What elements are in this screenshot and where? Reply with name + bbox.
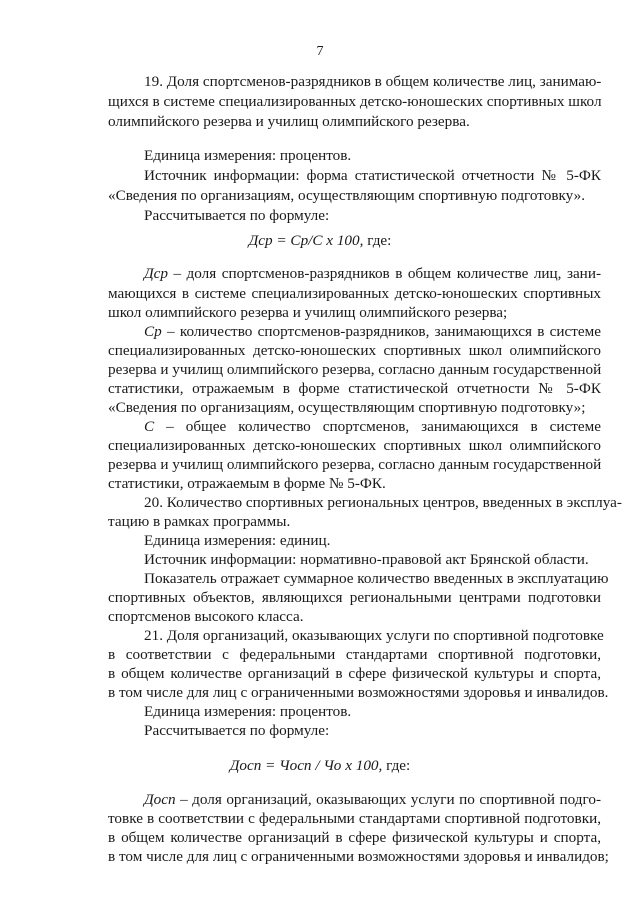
item20-line1: 20. Количество спортивных региональных центров, введенных в эксплуа- — [144, 494, 622, 511]
def-sr-line5: «Сведения по организациям, осуществляющим спортивную подготовку»; — [108, 399, 586, 416]
def-sr-line4: статистики, отражаемым в форме статистической отчетности № 5-ФК — [108, 380, 601, 397]
item21-unit: Единица измерения: процентов. — [144, 703, 352, 720]
def-dosp-text1: – доля организаций, оказывающих услуги по спортивной подго- — [175, 791, 601, 808]
def-c-line2: специализированных детско-юношеских спортивных школ олимпийского — [108, 437, 601, 454]
formula-dosp-where: где: — [382, 757, 411, 774]
item21-line3: в общем количестве организаций в сфере физической культуры и спорта, — [108, 665, 601, 682]
def-sr-line3: резерва и училищ олимпийского резерва, согласно данным государственной — [108, 361, 602, 378]
item19-source-line1: Источник информации: форма статистической отчетности № 5-ФК — [144, 167, 601, 184]
def-dosp-line4: в том числе для лиц с ограниченными возможностями здоровья и инвалидов; — [108, 848, 609, 865]
formula-dsr-expression: Дср = Ср/С х 100, — [248, 232, 364, 249]
item21-line2: в соответствии с федеральными стандартами спортивной подготовки, — [108, 646, 601, 663]
item20-line2: тацию в рамках программы. — [108, 513, 291, 530]
page-number: 7 — [316, 44, 324, 59]
formula-dsr-where: где: — [363, 232, 392, 249]
def-dsr-text1: – доля спортсменов-разрядников в общем количестве лиц, зани- — [168, 265, 601, 282]
def-dsr-line2: мающихся в системе специализированных детско-юношеских спортивных — [108, 285, 601, 302]
def-dsr-line1 — [144, 264, 601, 283]
item21-line4: в том числе для лиц с ограниченными возможностями здоровья и инвалидов. — [108, 684, 609, 701]
formula-dosp-expression: Досп = Чосп / Чо х 100, — [229, 757, 383, 774]
def-dosp-line3: в общем количестве организаций в сфере физической культуры и спорта, — [108, 829, 601, 846]
item21-line1: 21. Доля организаций, оказывающих услуги по спортивной подготовке — [144, 627, 604, 644]
formula-dosp — [0, 756, 640, 775]
item20-para-line3: спортсменов высокого класса. — [108, 608, 304, 625]
item21-calc-label: Рассчитывается по формуле: — [144, 722, 330, 739]
item20-para-line1: Показатель отражает суммарное количество введенных в эксплуатацию — [144, 570, 609, 587]
def-sr-line2: специализированных детско-юношеских спортивных школ олимпийского — [108, 342, 601, 359]
def-dsr-line3: школ олимпийского резерва и училищ олимпийского резерва; — [108, 304, 508, 321]
def-dsr-term: Дср — [144, 265, 168, 282]
def-c-term: С — [144, 418, 155, 435]
def-sr-text1: – количество спортсменов-разрядников, занимающихся в системе — [161, 323, 601, 340]
def-c-line1 — [144, 417, 601, 436]
item19-source-line2: «Сведения по организациям, осуществляющим спортивную подготовку». — [108, 187, 586, 204]
item19-line1: 19. Доля спортсменов-разрядников в общем количестве лиц, занимаю- — [144, 73, 602, 90]
formula-dsr — [0, 231, 640, 250]
item19-line2: щихся в системе специализированных детско-юношеских спортивных школ — [108, 93, 602, 110]
def-c-text1: – общее количество спортсменов, занимающихся в системе — [154, 418, 601, 435]
item19-unit: Единица измерения: процентов. — [144, 147, 352, 164]
def-sr-line1 — [144, 322, 601, 341]
def-c-line4: статистики, отражаемым в форме № 5-ФК. — [108, 475, 386, 492]
def-c-line3: резерва и училищ олимпийского резерва, согласно данным государственной — [108, 456, 602, 473]
item20-source: Источник информации: нормативно-правовой акт Брянской области. — [144, 551, 589, 568]
def-sr-term: Ср — [144, 323, 162, 340]
def-dosp-line1 — [144, 790, 601, 809]
item20-unit: Единица измерения: единиц. — [144, 532, 331, 549]
item19-calc-label: Рассчитывается по формуле: — [144, 207, 330, 224]
item20-para-line2: спортивных объектов, являющихся региональными центрами подготовки — [108, 589, 601, 606]
def-dosp-line2: товке в соответствии с федеральными стандартами спортивной подготовки, — [108, 810, 601, 827]
item19-line3: олимпийского резерва и училищ олимпийского резерва. — [108, 113, 470, 130]
def-dosp-term: Досп — [144, 791, 176, 808]
